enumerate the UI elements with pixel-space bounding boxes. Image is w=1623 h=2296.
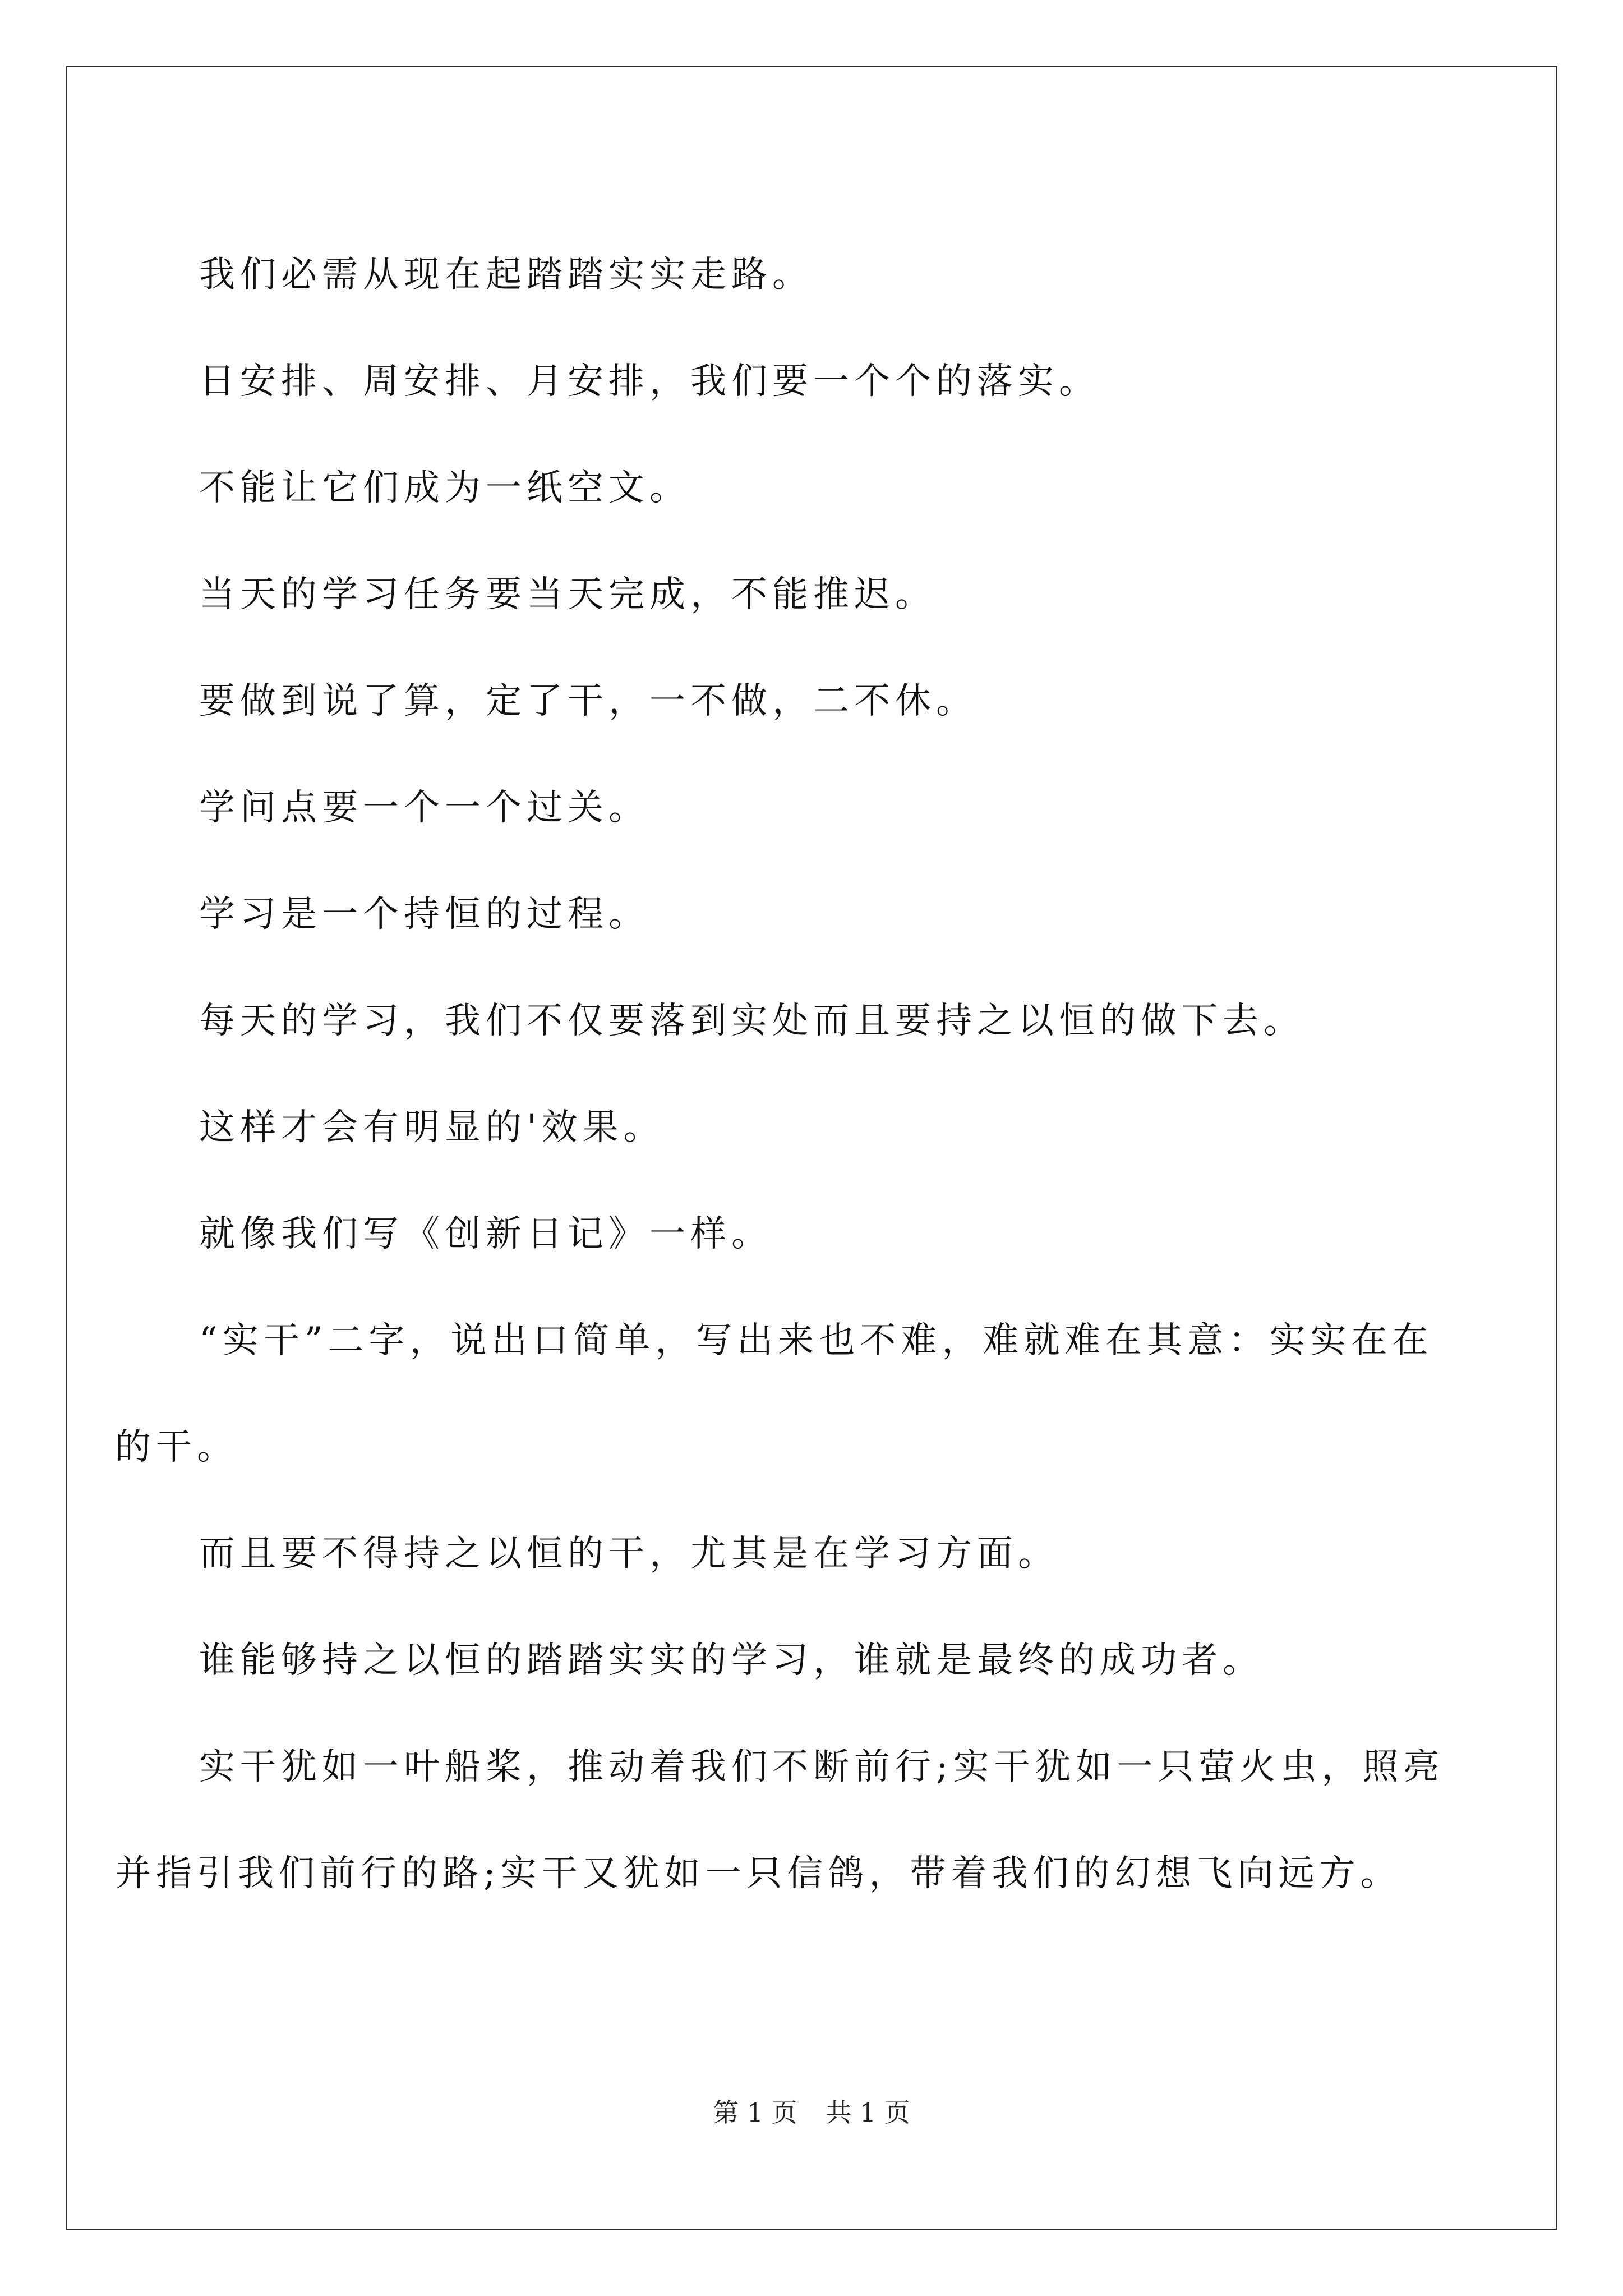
page-total: 共 1 页: [826, 2097, 910, 2128]
document-body: [115, 222, 1467, 1927]
paragraph: 要做到说了算，定了干，一不做，二不休。: [199, 680, 977, 722]
paragraph: 每天的学习，我们不仅要落到实处而且要持之以恒的做下去。: [199, 1000, 1304, 1042]
page-footer: [0, 2092, 1623, 2129]
paragraph: 学问点要一个一个过关。: [199, 787, 649, 829]
paragraph: 不能让它们成为一纸空文。: [199, 467, 690, 509]
paragraph: “实干”二字，说出口简单，写出来也不难，难就难在其意：实实在在的干。: [115, 1320, 1433, 1468]
paragraph: 我们必需从现在起踏踏实实走路。: [199, 254, 813, 296]
paragraph: 当天的学习任务要当天完成，不能推迟。: [199, 574, 936, 615]
paragraph: 谁能够持之以恒的踏踏实实的学习，谁就是最终的成功者。: [199, 1640, 1264, 1681]
paragraph: 这样才会有明显的'效果。: [199, 1107, 665, 1148]
paragraph: 就像我们写《创新日记》一样。: [199, 1213, 772, 1255]
paragraph: 日安排、周安排、月安排，我们要一个个的落实。: [199, 361, 1100, 402]
paragraph: 学习是一个持恒的过程。: [199, 894, 649, 935]
paragraph: 而且要不得持之以恒的干，尤其是在学习方面。: [199, 1533, 1059, 1575]
paragraph: 实干犹如一叶船桨，推动着我们不断前行;实干犹如一只萤火虫，照亮并指引我们前行的路;实干又犹如一只信鸽，带着我们的幻想飞向远方。: [115, 1746, 1445, 1894]
page-number: 第 1 页: [713, 2097, 797, 2128]
